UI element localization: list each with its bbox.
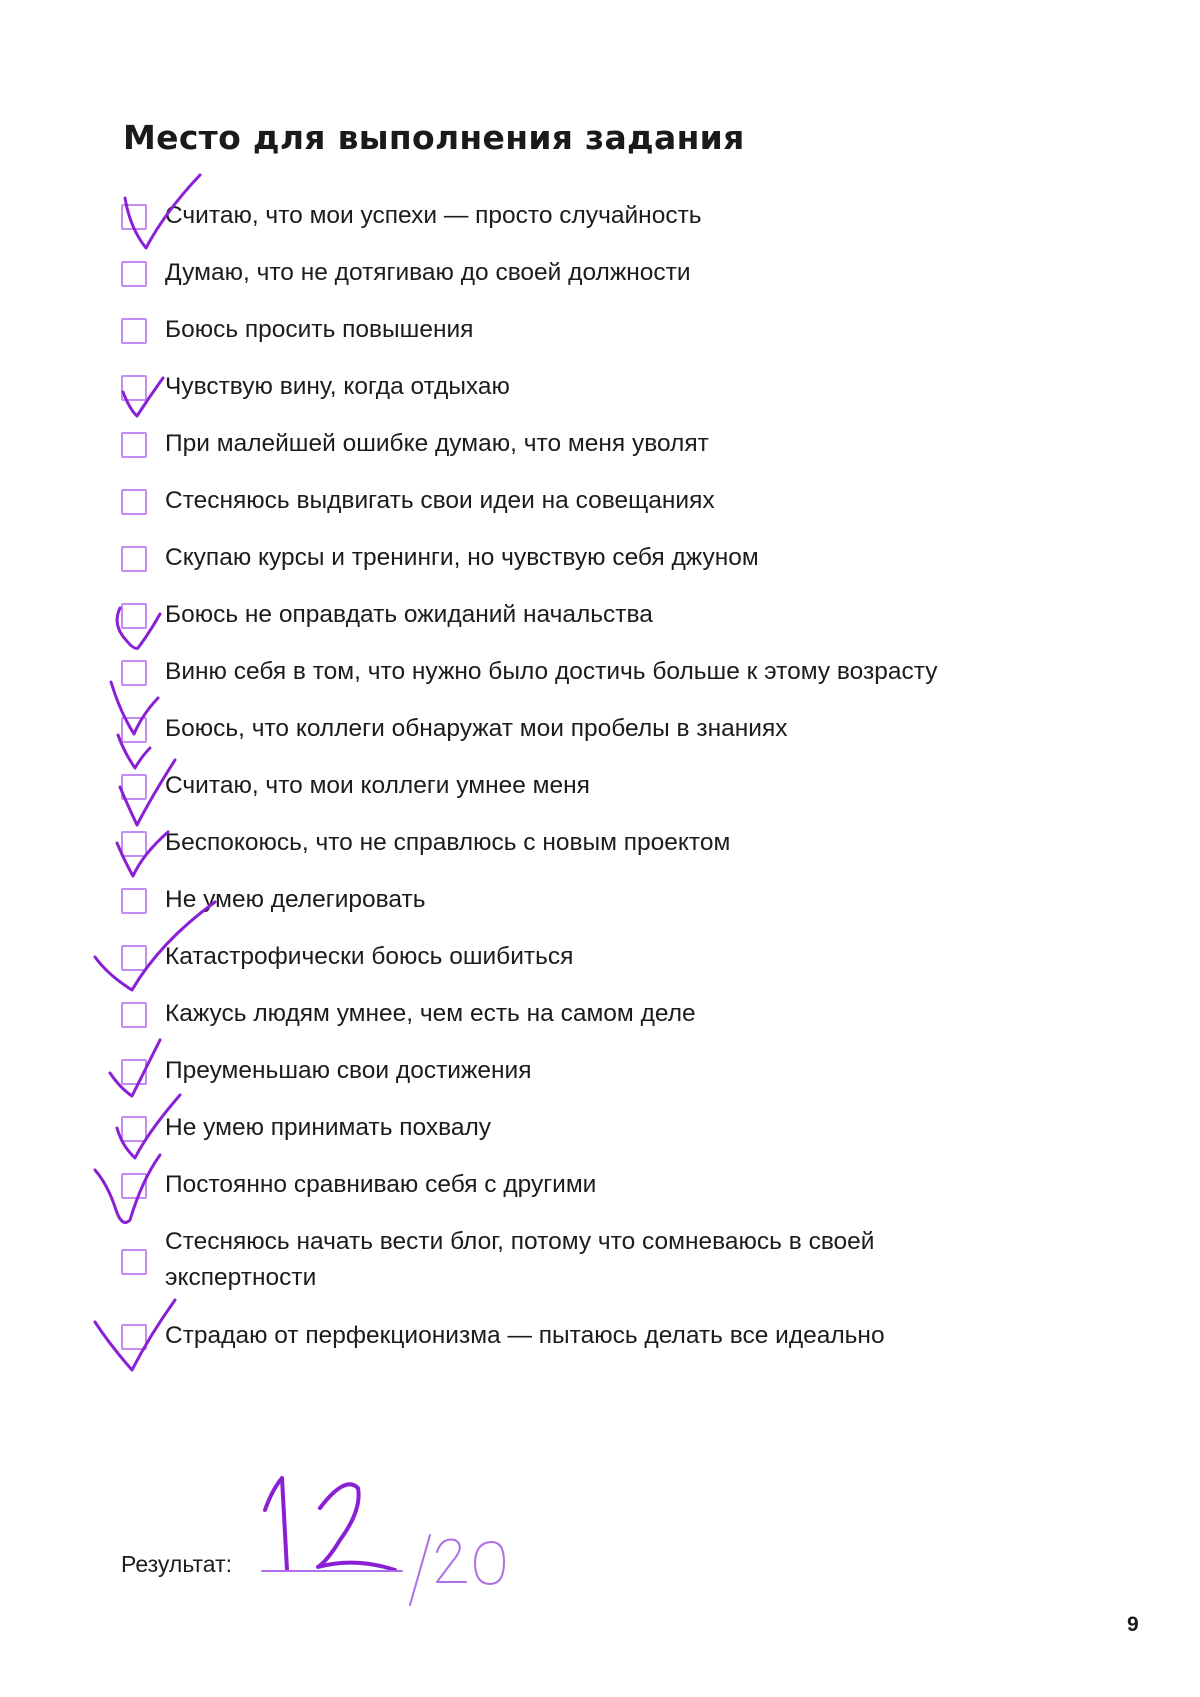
checklist-item[interactable] — [121, 1228, 995, 1296]
page-number: 9 — [1127, 1613, 1139, 1636]
checklist-item-label: Боюсь, что коллеги обнаружат мои пробелы в знаниях — [165, 715, 788, 742]
checklist-item[interactable] — [121, 886, 995, 918]
checkbox[interactable] — [121, 888, 147, 914]
checklist-item-label: Преуменьшаю свои достижения — [165, 1057, 532, 1084]
checklist-item-label: Не умею принимать похвалу — [165, 1114, 492, 1141]
checkbox[interactable] — [121, 1002, 147, 1028]
checkbox[interactable] — [121, 318, 147, 344]
checkbox[interactable] — [121, 717, 147, 743]
score-text: 12 — [250, 1568, 252, 1569]
checklist-item-label: Чувствую вину, когда отдыхаю — [165, 373, 510, 400]
checklist-item[interactable] — [121, 658, 995, 690]
checklist-item-label: Считаю, что мои коллеги умнее меня — [165, 772, 590, 799]
checkbox[interactable] — [121, 1173, 147, 1199]
checklist-item-label: Не умею делегировать — [165, 886, 426, 913]
checkbox[interactable] — [121, 774, 147, 800]
checklist-item-label: Считаю, что мои успехи — просто случайность — [165, 202, 702, 229]
checklist-item-label: Думаю, что не дотягиваю до своей должности — [165, 259, 691, 286]
checklist-item[interactable] — [121, 430, 995, 462]
checklist-item[interactable] — [121, 829, 995, 861]
page-title: Место для выполнения задания — [123, 118, 745, 157]
checkbox[interactable] — [121, 261, 147, 287]
checklist-item-label: При малейшей ошибке думаю, что меня уволят — [165, 430, 709, 457]
checkbox[interactable] — [121, 375, 147, 401]
checkbox[interactable] — [121, 603, 147, 629]
checkbox[interactable] — [121, 432, 147, 458]
checklist-item[interactable] — [121, 772, 995, 804]
checklist-item-label: Стесняюсь выдвигать свои идеи на совещаниях — [165, 487, 715, 514]
checklist-item-label: Страдаю от перфекционизма — пытаюсь делать все идеально — [165, 1322, 885, 1349]
checkbox[interactable] — [121, 1059, 147, 1085]
checklist-item-label: Постоянно сравниваю себя с другими — [165, 1171, 597, 1198]
checklist-item[interactable] — [121, 715, 995, 747]
total-text: /20 — [420, 1568, 422, 1569]
checklist-item[interactable] — [121, 202, 995, 234]
checklist-item-label: Скупаю курсы и тренинги, но чувствую себя джуном — [165, 544, 759, 571]
checkbox[interactable] — [121, 1249, 147, 1275]
checklist-item[interactable] — [121, 1322, 995, 1354]
checklist-item[interactable] — [121, 373, 995, 405]
checklist-item[interactable] — [121, 544, 995, 576]
checklist-item-label: Боюсь не оправдать ожиданий начальства — [165, 601, 653, 628]
checkbox[interactable] — [121, 831, 147, 857]
checkbox[interactable] — [121, 1324, 147, 1350]
checklist-item[interactable] — [121, 1171, 995, 1203]
checklist-item[interactable] — [121, 1000, 995, 1032]
checkbox[interactable] — [121, 204, 147, 230]
checklist-item[interactable] — [121, 316, 995, 348]
checkbox[interactable] — [121, 546, 147, 572]
checklist-item[interactable] — [121, 487, 995, 519]
checklist-item[interactable] — [121, 943, 995, 975]
checklist-item-label: Виню себя в том, что нужно было достичь больше к этому возрасту — [165, 658, 938, 685]
checklist-item[interactable] — [121, 601, 995, 633]
checklist-item[interactable] — [121, 1114, 995, 1146]
checklist-item-label: Стесняюсь начать вести блог, потому что сомневаюсь в своей экспертности — [165, 1228, 875, 1291]
checklist-item[interactable] — [121, 259, 995, 291]
checklist-item-label: Кажусь людям умнее, чем есть на самом деле — [165, 1000, 696, 1027]
checkbox[interactable] — [121, 945, 147, 971]
checkbox[interactable] — [121, 489, 147, 515]
checkbox[interactable] — [121, 660, 147, 686]
checklist-item-label: Катастрофически боюсь ошибиться — [165, 943, 574, 970]
result-label: Результат: — [121, 1551, 232, 1577]
checklist-item[interactable] — [121, 1057, 995, 1089]
checklist-item-label: Беспокоюсь, что не справлюсь с новым проектом — [165, 829, 731, 856]
checklist-item-label: Боюсь просить повышения — [165, 316, 474, 343]
checkbox[interactable] — [121, 1116, 147, 1142]
